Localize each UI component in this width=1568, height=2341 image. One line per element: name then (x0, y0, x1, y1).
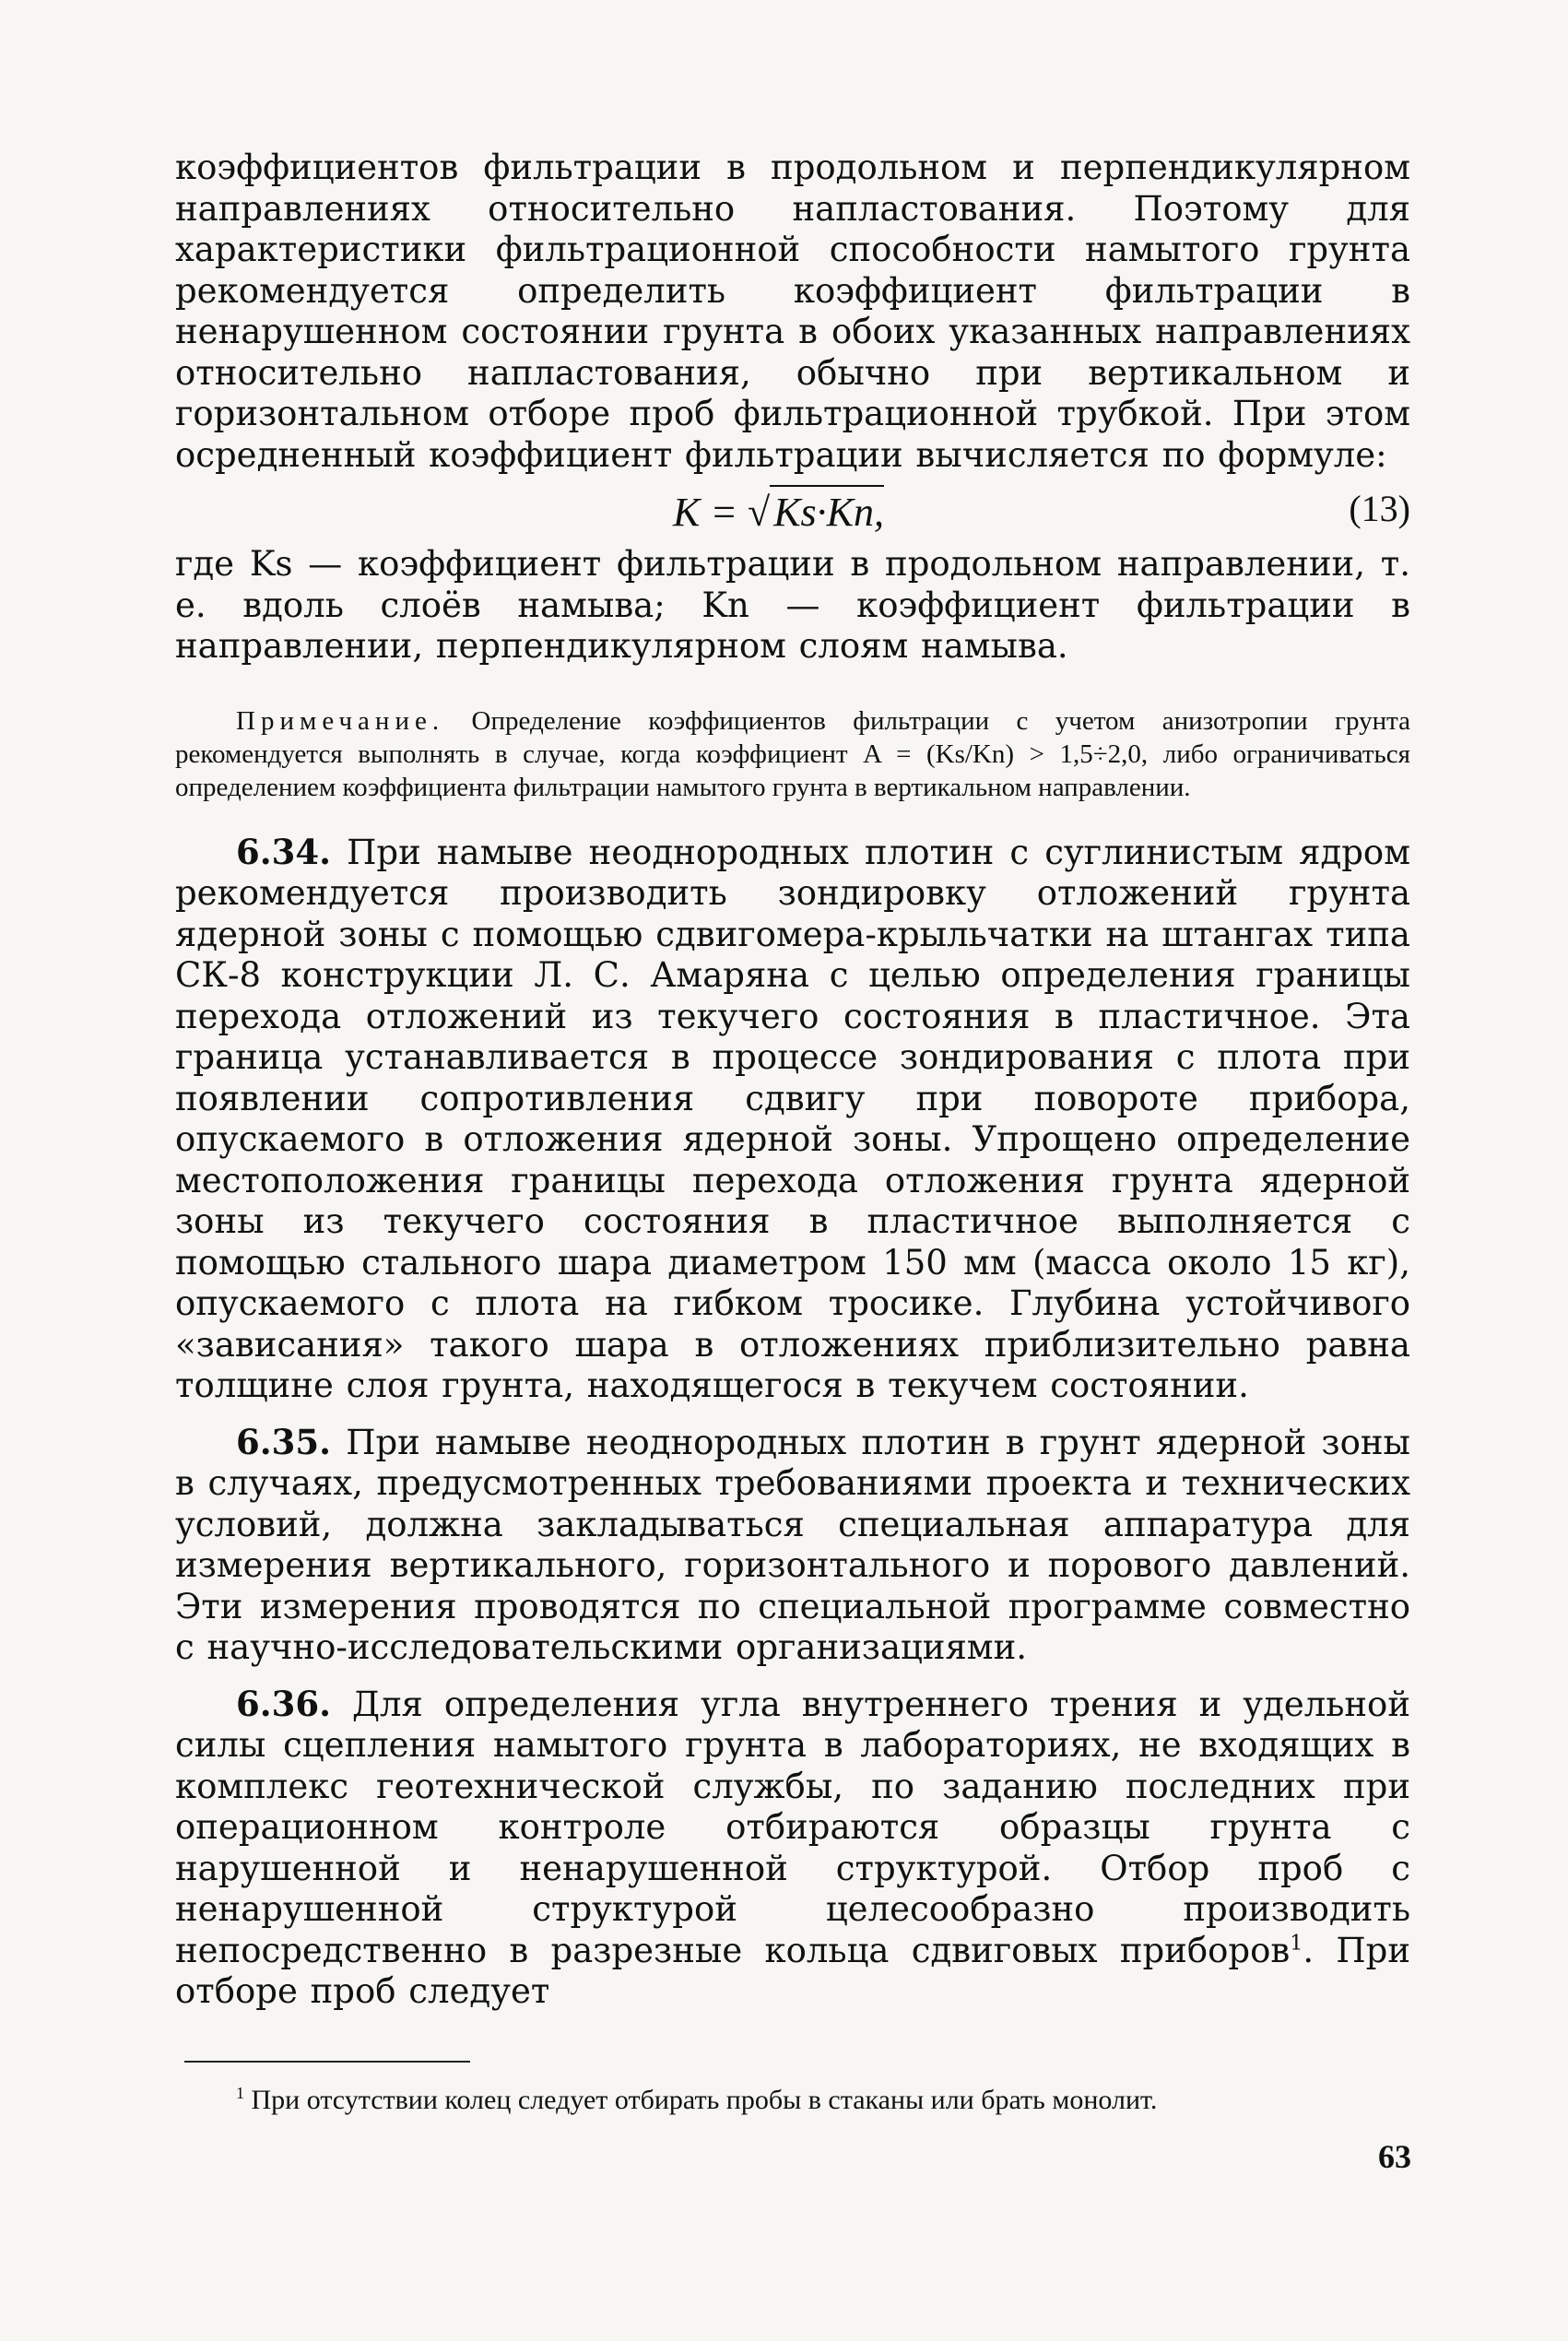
section-6-36 (175, 1684, 1410, 2013)
note-label: Примечание. (236, 705, 445, 736)
note-text: Определение коэффициентов фильтрации с учетом анизотропии грунта рекомендуется выполнять в случае, когда коэффициент A = (Ks/Kn) > 1,5÷2,0, либо ограничиваться определением коэффициента фильтрации намытого грунта в вертикальном направлении. (175, 705, 1410, 802)
section-text: При намыве неоднородных плотин с суглинистым ядром рекомендуется производить зондировку отложений грунта ядерной зоны с помощью сдвигомера-крыльчатки на штангах типа СК-8 конструкции Л. С. Амаряна с целью определения границы перехода отложений из текучего состояния в пластичное. Эта граница устанавливается в процессе зондирования с плота при появлении сопротивления сдвигу при повороте прибора, опускаемого в отложения ядерной зоны. Упрощено определение местоположения границы перехода отложения грунта ядерной зоны из текучего состояния в пластичное выполняется с помощью стального шара диаметром 150 мм (масса около 15 кг), опускаемого с плота на гибком тросике. Глубина устойчивого «зависания» такого шара в отложениях приблизительно равна толщине слоя грунта, находящегося в текучем состоянии. (175, 832, 1410, 1405)
section-text: Для определения угла внутреннего трения и удельной силы сцепления намытого грунта в лабораториях, не входящих в комплекс геотехнической службы, по заданию последних при операционном контроле отбираются образцы грунта с нарушенной и ненарушенной структурой. Отбор проб с ненарушенной структурой целесообразно производить непосредственно в разрезные кольца сдвиговых приборов (175, 1684, 1410, 1970)
note-paragraph (175, 704, 1410, 804)
formula-number: (13) (1349, 488, 1410, 529)
where-paragraph: где Ks — коэффициент фильтрации в продольном направлении, т. е. вдоль слоёв намыва; Kn — коэффициент фильтрации в направлении, перпендикулярном слоям намыва. (175, 544, 1410, 666)
section-number: 6.35. (236, 1421, 331, 1462)
section-6-35 (175, 1422, 1410, 1669)
formula-block (175, 476, 1410, 544)
page-number: 63 (1378, 2138, 1411, 2175)
footnote-marker: 1 (236, 2083, 244, 2102)
footnote-text: При отсутствии колец следует отбирать пробы в стаканы или брать монолит. (244, 2084, 1158, 2115)
section-text: При намыве неоднородных плотин в грунт ядерной зоны в случаях, предусмотренных требованиями проекта и технических условий, должна закладываться специальная аппаратура для измерения вертикального, горизонтального и порового давлений. Эти измерения проводятся по специальной программе совместно с научно-исследовательскими организациями. (175, 1422, 1410, 1667)
formula (673, 485, 884, 536)
intro-paragraph: коэффициентов фильтрации в продольном и перпендикулярном направлениях относительно напластования. Поэтому для характеристики фильтрационной способности намытого грунта рекомендуется определить коэффициент фильтрации в ненарушенном состоянии грунта в обоих указанных направлениях относительно напластования, обычно при вертикальном и горизонтальном отборе проб фильтрационной трубкой. При этом осредненный коэффициент фильтрации вычисляется по формуле: (175, 148, 1410, 475)
document-page (175, 148, 1410, 2250)
formula-radical: √ (748, 490, 771, 535)
footnote-reference[interactable]: 1 (1290, 1931, 1303, 1956)
section-number: 6.34. (236, 831, 331, 872)
formula-lhs: K = (673, 490, 749, 535)
formula-radicand: Ks·Kn, (770, 485, 884, 536)
section-text-tail: . При отборе проб следует (175, 1930, 1410, 2011)
footnote (175, 2083, 1410, 2118)
footnote-divider (184, 2061, 470, 2063)
section-number: 6.36. (236, 1683, 331, 1724)
section-6-34 (175, 832, 1410, 1407)
